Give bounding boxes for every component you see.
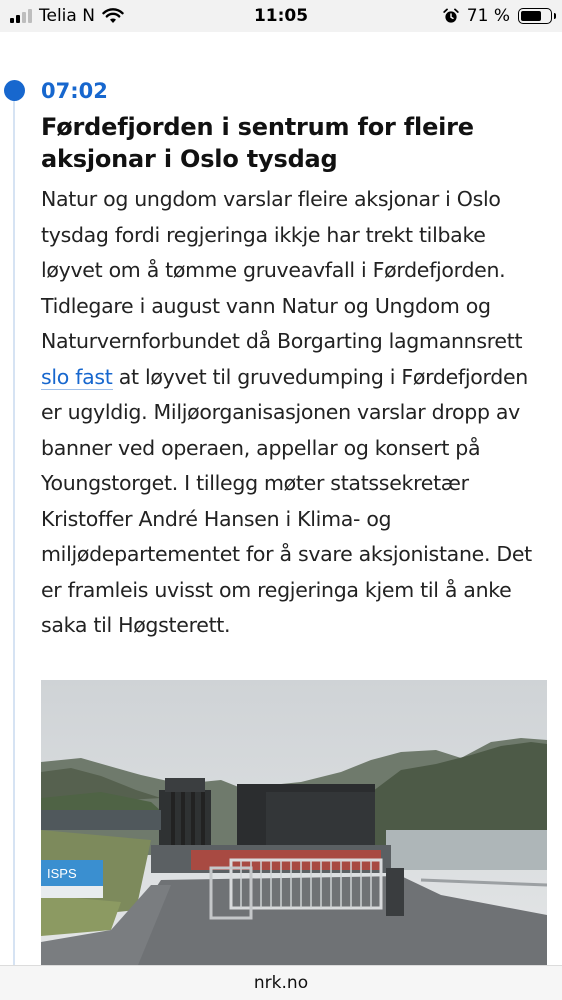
alarm-clock-icon (443, 8, 459, 24)
entry-body (41, 182, 546, 644)
timeline-line (13, 95, 15, 965)
timeline-dot (4, 80, 25, 101)
carrier-name: Telia N (39, 6, 95, 26)
status-time: 11:05 (253, 6, 309, 26)
isps-sign-text: ISPS (47, 866, 77, 881)
mine-facility-image (41, 680, 547, 970)
status-right (443, 6, 552, 26)
browser-url-bar[interactable] (0, 965, 562, 1000)
entry-photo[interactable] (41, 680, 547, 970)
battery-icon (518, 8, 552, 24)
status-left (10, 6, 124, 26)
status-bar (0, 0, 562, 32)
url-text: nrk.no (253, 973, 309, 993)
entry-time: 07:02 (41, 79, 108, 103)
battery-fill (521, 11, 541, 21)
slo-fast-link[interactable]: slo fast (41, 364, 113, 389)
entry-title: Førdefjorden i sentrum for fleire aksjonar i Oslo tysdag (41, 113, 474, 173)
battery-percentage: 71 % (466, 6, 510, 26)
entry-body-text-2: at løyvet til gruvedumping i Førdefjorden er ugyldig. Miljøorganisasjonen varslar dropp av banner ved operaen, appellar og konsert på Youngstorget. I tillegg møter statssekretær Kristoffer André Hansen i Klima- og miljødepartementet for å svare aksjonistane. Det er framleis uvisst om regjeringa kjem til å anke saka til Høgsterett. (41, 364, 532, 637)
live-entry (41, 78, 546, 644)
cellular-signal-icon (10, 9, 32, 23)
entry-body-text-1: Natur og ungdom varslar fleire aksjonar i Oslo tysdag fordi regjeringa ikkje har trekt tilbake løyvet om å tømme gruveavfall i Førdefjorden. Tidlegare i august vann Natur og Ungdom og Naturvernforbundet då Borgarting lagmannsrett (41, 187, 523, 353)
wifi-icon (102, 8, 124, 24)
